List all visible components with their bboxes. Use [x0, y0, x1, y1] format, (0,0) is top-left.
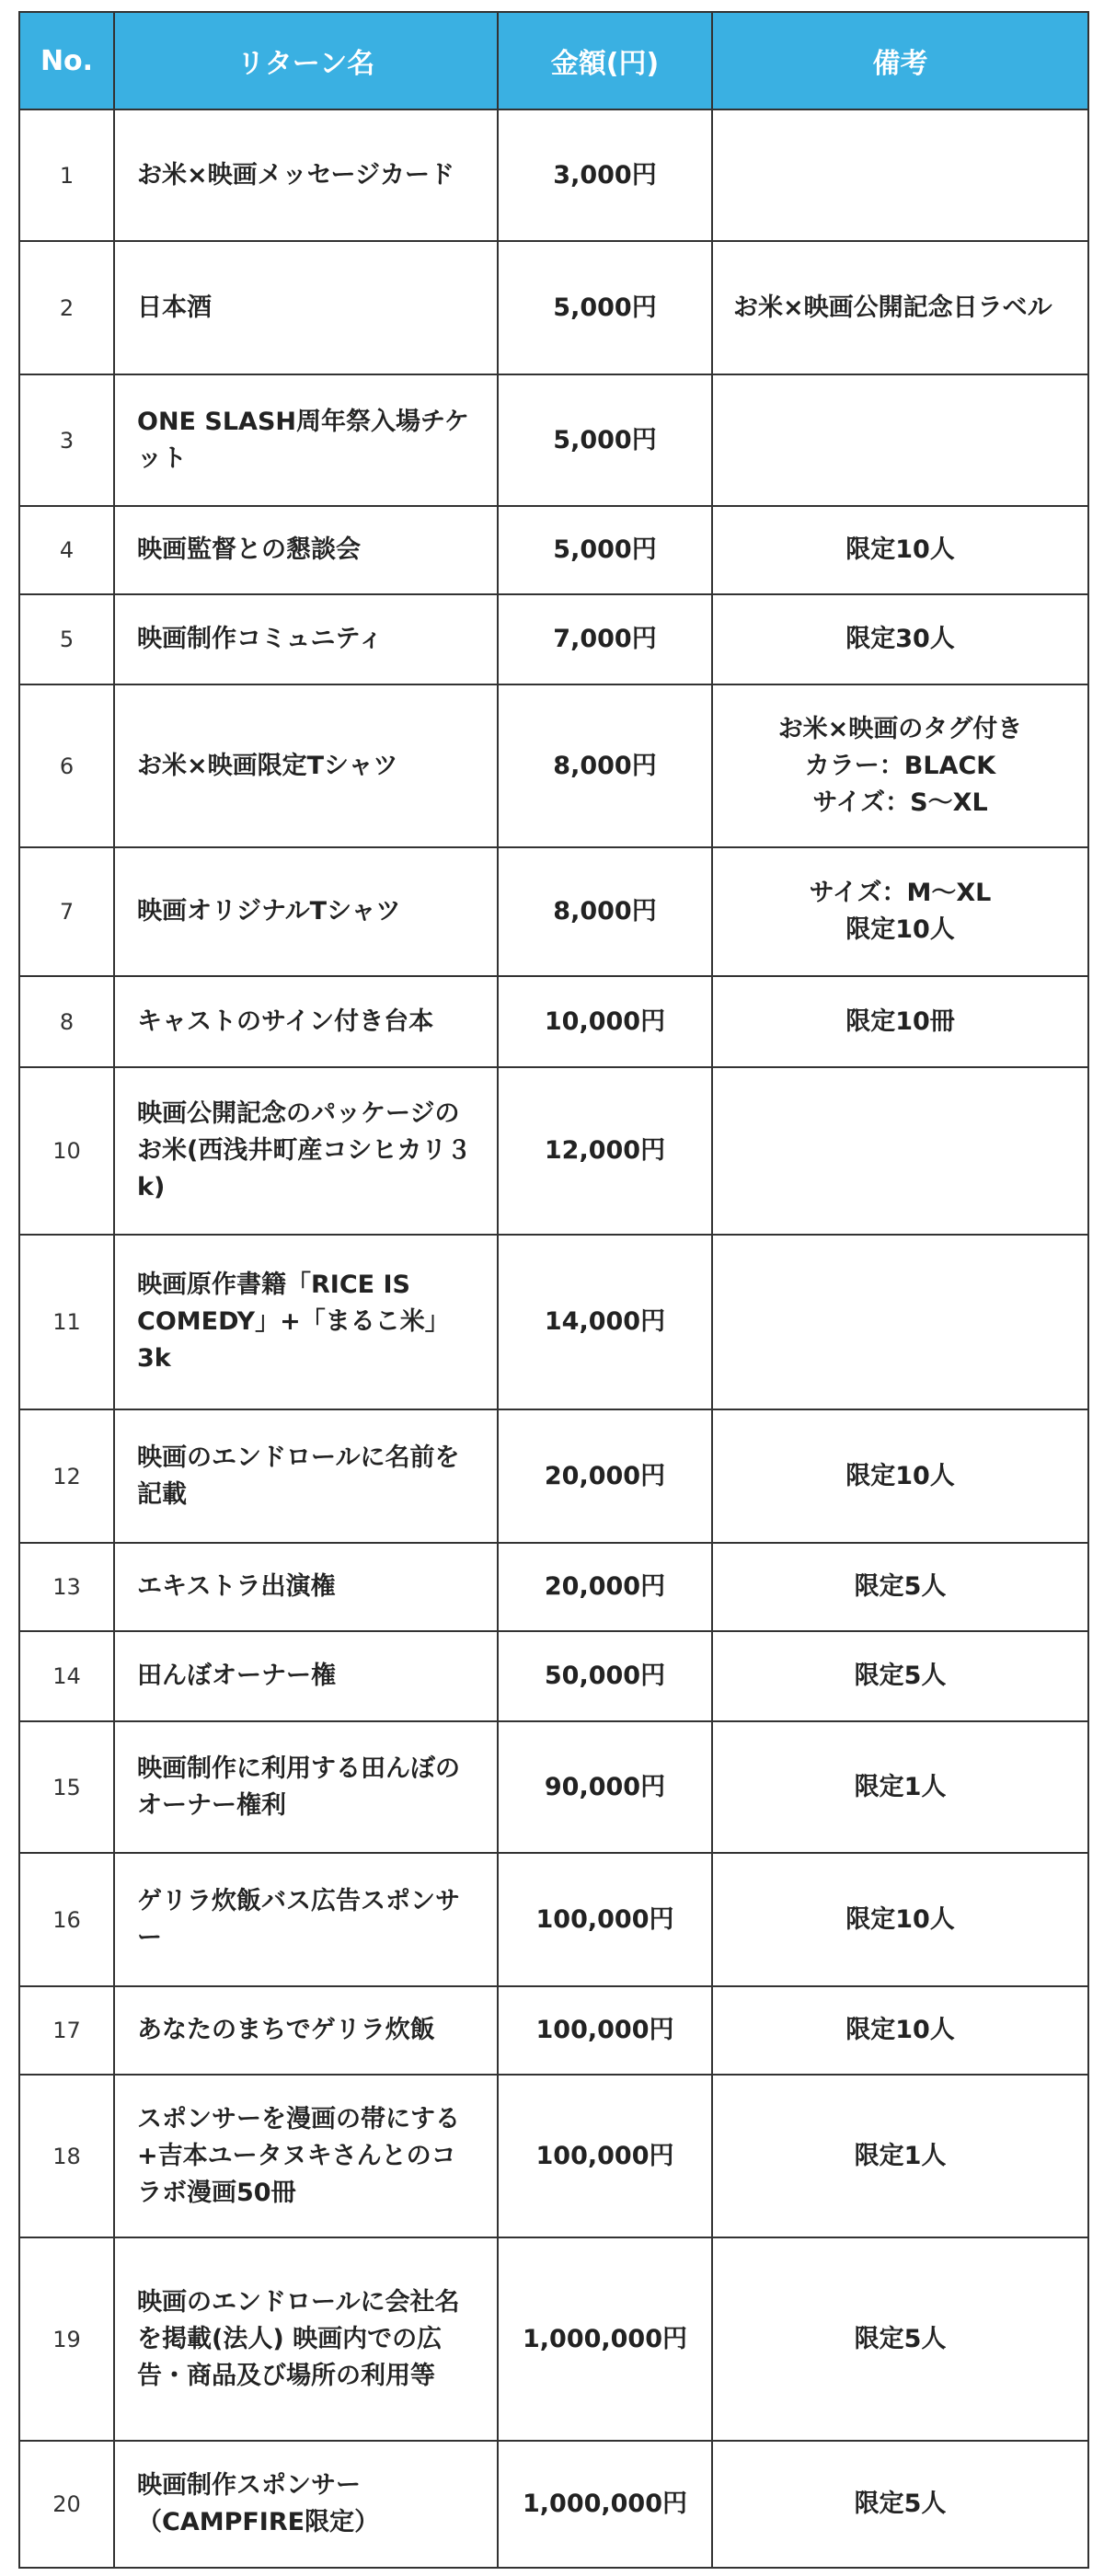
table-row [19, 506, 1088, 594]
table-row [19, 2237, 1088, 2441]
table-row [19, 2075, 1088, 2237]
row-return-name: キャストのサイン付き台本 [114, 976, 498, 1067]
returns-table [18, 11, 1089, 2569]
row-price: 1,000,000円 [498, 2237, 712, 2441]
row-return-name: エキストラ出演権 [114, 1543, 498, 1631]
row-no: 13 [19, 1543, 114, 1631]
table-row [19, 109, 1088, 241]
row-return-name: 映画制作コミュニティ [114, 594, 498, 684]
row-note: 限定1人 [712, 1721, 1088, 1853]
row-note: 限定5人 [712, 2237, 1088, 2441]
row-no: 3 [19, 374, 114, 506]
row-return-name: 日本酒 [114, 241, 498, 374]
row-no: 7 [19, 847, 114, 976]
row-note: 限定30人 [712, 594, 1088, 684]
row-no: 2 [19, 241, 114, 374]
row-price: 100,000円 [498, 2075, 712, 2237]
table-row [19, 847, 1088, 976]
table-row [19, 976, 1088, 1067]
row-note: 限定5人 [712, 1631, 1088, 1721]
table-row [19, 1543, 1088, 1631]
row-note: 限定10人 [712, 1409, 1088, 1543]
returns-table-container [18, 11, 1087, 2569]
row-price: 50,000円 [498, 1631, 712, 1721]
row-return-name: あなたのまちでゲリラ炊飯 [114, 1986, 498, 2075]
header-row [19, 12, 1088, 109]
row-price: 14,000円 [498, 1235, 712, 1409]
row-no: 17 [19, 1986, 114, 2075]
row-return-name: 映画制作スポンサー（CAMPFIRE限定） [114, 2441, 498, 2568]
row-note: 限定10人 [712, 1853, 1088, 1986]
row-return-name: ゲリラ炊飯バス広告スポンサー [114, 1853, 498, 1986]
row-price: 1,000,000円 [498, 2441, 712, 2568]
row-price: 8,000円 [498, 684, 712, 847]
row-return-name: 映画原作書籍「RICE IS COMEDY」+「まるこ米」3k [114, 1235, 498, 1409]
row-price: 3,000円 [498, 109, 712, 241]
row-no: 4 [19, 506, 114, 594]
row-return-name: お米×映画メッセージカード [114, 109, 498, 241]
row-no: 6 [19, 684, 114, 847]
header-no: No. [19, 12, 114, 109]
row-no: 8 [19, 976, 114, 1067]
row-return-name: お米×映画限定Tシャツ [114, 684, 498, 847]
row-no: 15 [19, 1721, 114, 1853]
row-return-name: ONE SLASH周年祭入場チケット [114, 374, 498, 506]
row-return-name: 映画公開記念のパッケージのお米(西浅井町産コシヒカリ３k) [114, 1067, 498, 1235]
row-price: 8,000円 [498, 847, 712, 976]
table-row [19, 241, 1088, 374]
row-price: 12,000円 [498, 1067, 712, 1235]
row-no: 16 [19, 1853, 114, 1986]
row-no: 14 [19, 1631, 114, 1721]
table-row [19, 594, 1088, 684]
row-no: 1 [19, 109, 114, 241]
row-return-name: スポンサーを漫画の帯にする+吉本ユータヌキさんとのコラボ漫画50冊 [114, 2075, 498, 2237]
row-price: 5,000円 [498, 241, 712, 374]
row-note [712, 109, 1088, 241]
table-row [19, 374, 1088, 506]
table-row [19, 2441, 1088, 2568]
row-note: お米×映画のタグ付き カラー：BLACK サイズ：S〜XL [712, 684, 1088, 847]
row-return-name: 映画監督との懇談会 [114, 506, 498, 594]
table-row [19, 684, 1088, 847]
header-return-name: リターン名 [114, 12, 498, 109]
row-note: 限定10冊 [712, 976, 1088, 1067]
table-row [19, 1631, 1088, 1721]
row-return-name: 映画オリジナルTシャツ [114, 847, 498, 976]
row-no: 19 [19, 2237, 114, 2441]
table-row [19, 1409, 1088, 1543]
table-row [19, 1067, 1088, 1235]
row-note: 限定10人 [712, 1986, 1088, 2075]
header-price: 金額(円) [498, 12, 712, 109]
row-note: 限定10人 [712, 506, 1088, 594]
row-price: 20,000円 [498, 1409, 712, 1543]
row-price: 20,000円 [498, 1543, 712, 1631]
row-note [712, 1067, 1088, 1235]
row-price: 100,000円 [498, 1853, 712, 1986]
row-note: お米×映画公開記念日ラベル [712, 241, 1088, 374]
row-price: 7,000円 [498, 594, 712, 684]
header-note: 備考 [712, 12, 1088, 109]
row-no: 18 [19, 2075, 114, 2237]
row-note: 限定5人 [712, 1543, 1088, 1631]
table-row [19, 1986, 1088, 2075]
row-no: 20 [19, 2441, 114, 2568]
row-note [712, 374, 1088, 506]
row-note [712, 1235, 1088, 1409]
row-price: 10,000円 [498, 976, 712, 1067]
row-return-name: 映画のエンドロールに会社名を掲載(法人) 映画内での広告・商品及び場所の利用等 [114, 2237, 498, 2441]
row-price: 5,000円 [498, 506, 712, 594]
table-row [19, 1721, 1088, 1853]
row-no: 12 [19, 1409, 114, 1543]
table-row [19, 1853, 1088, 1986]
row-price: 100,000円 [498, 1986, 712, 2075]
row-note: 限定5人 [712, 2441, 1088, 2568]
row-price: 5,000円 [498, 374, 712, 506]
row-price: 90,000円 [498, 1721, 712, 1853]
row-no: 10 [19, 1067, 114, 1235]
row-note: サイズ：M〜XL 限定10人 [712, 847, 1088, 976]
row-return-name: 田んぼオーナー権 [114, 1631, 498, 1721]
table-row [19, 1235, 1088, 1409]
row-no: 5 [19, 594, 114, 684]
row-return-name: 映画制作に利用する田んぼのオーナー権利 [114, 1721, 498, 1853]
table-body [19, 109, 1088, 2568]
row-note: 限定1人 [712, 2075, 1088, 2237]
table-header [19, 12, 1088, 109]
row-no: 11 [19, 1235, 114, 1409]
row-return-name: 映画のエンドロールに名前を記載 [114, 1409, 498, 1543]
